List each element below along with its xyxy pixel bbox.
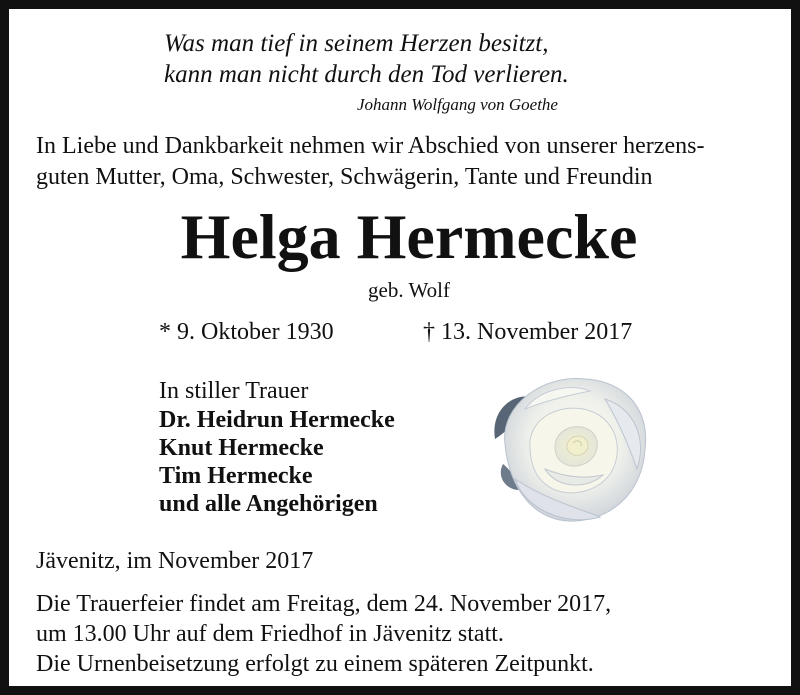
mourner-name: Knut Hermecke: [159, 435, 324, 461]
mourner-name: Tim Hermecke: [159, 463, 313, 489]
mourner-name: Dr. Heidrun Hermecke: [159, 407, 395, 433]
mourner-relatives: und alle Angehörigen: [159, 491, 378, 517]
intro-line-1: In Liebe und Dankbarkeit nehmen wir Abschied von unserer herzens-: [36, 133, 705, 159]
maiden-name: geb. Wolf: [368, 278, 450, 302]
closing-line-3: Die Urnenbeisetzung erfolgt zu einem späteren Zeitpunkt.: [36, 651, 594, 677]
intro-line-2: guten Mutter, Oma, Schwester, Schwägerin, Tante und Freundin: [36, 164, 653, 190]
deceased-name: Helga Hermecke: [180, 201, 638, 272]
closing-line-1: Die Trauerfeier findet am Freitag, dem 24. November 2017,: [36, 591, 612, 617]
birth-date: * 9. Oktober 1930: [159, 319, 334, 345]
quote-line-1: Was man tief in seinem Herzen besitzt,: [164, 30, 549, 57]
place-date: Jävenitz, im November 2017: [36, 548, 314, 574]
white-rose-image: [485, 369, 655, 529]
closing-line-2: um 13.00 Uhr auf dem Friedhof in Jävenitz statt.: [36, 621, 504, 647]
quote-author: Johann Wolfgang von Goethe: [357, 95, 558, 114]
death-date: † 13. November 2017: [423, 319, 633, 345]
quote-line-2: kann man nicht durch den Tod verlieren.: [164, 61, 569, 88]
mourners-intro: In stiller Trauer: [159, 378, 309, 404]
